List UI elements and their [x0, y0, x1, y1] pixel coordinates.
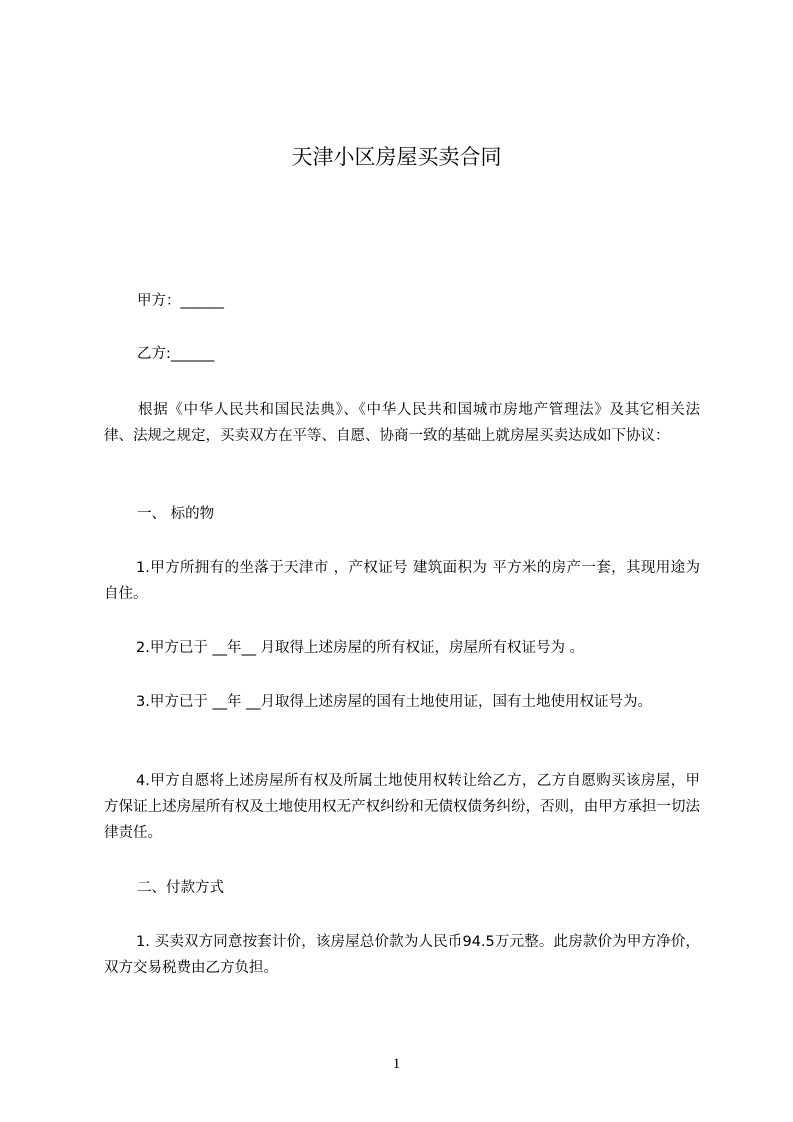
- document-title: 天津小区房屋买卖合同: [291, 145, 502, 169]
- clause-1-2: 2.甲方已于 __年__ 月取得上述房屋的所有权证，房屋所有权证号为 。: [136, 640, 585, 656]
- preamble-paragraph: 根据《中华人民共和国民法典》、《中华人民共和国城市房地产管理法》及其它相关法律、法规之规定，买卖双方在平等、自愿、协商一致的基础上就房屋买卖达成如下协议：: [104, 402, 700, 444]
- clause-1-3: 3.甲方已于 __年 __月取得上述房屋的国有土地使用证，国有土地使用权证号为。: [136, 694, 653, 710]
- party-b-line: 乙方:______: [137, 346, 215, 362]
- clause-1-4: 4.甲方自愿将上述房屋所有权及所属土地使用权转让给乙方，乙方自愿购买该房屋，甲方保证上述房屋所有权及土地使用权无产权纠纷和无债权债务纠纷，否则，由甲方承担一切法律责任。: [104, 773, 700, 841]
- section-1-heading: 一、 标的物: [137, 506, 215, 522]
- page-number: 1: [392, 1056, 401, 1072]
- party-a-line: 甲方：______: [137, 293, 224, 309]
- clause-1-1: 1.甲方所拥有的坐落于天津市 ，产权证号 建筑面积为 平方米的房产一套，其现用途为自住。: [104, 560, 700, 602]
- clause-2-1: 1. 买卖双方同意按套计价，该房屋总价款为人民币94.5万元整。此房款价为甲方净价，双方交易税费由乙方负担。: [104, 934, 700, 976]
- section-2-heading: 二、付款方式: [137, 880, 224, 896]
